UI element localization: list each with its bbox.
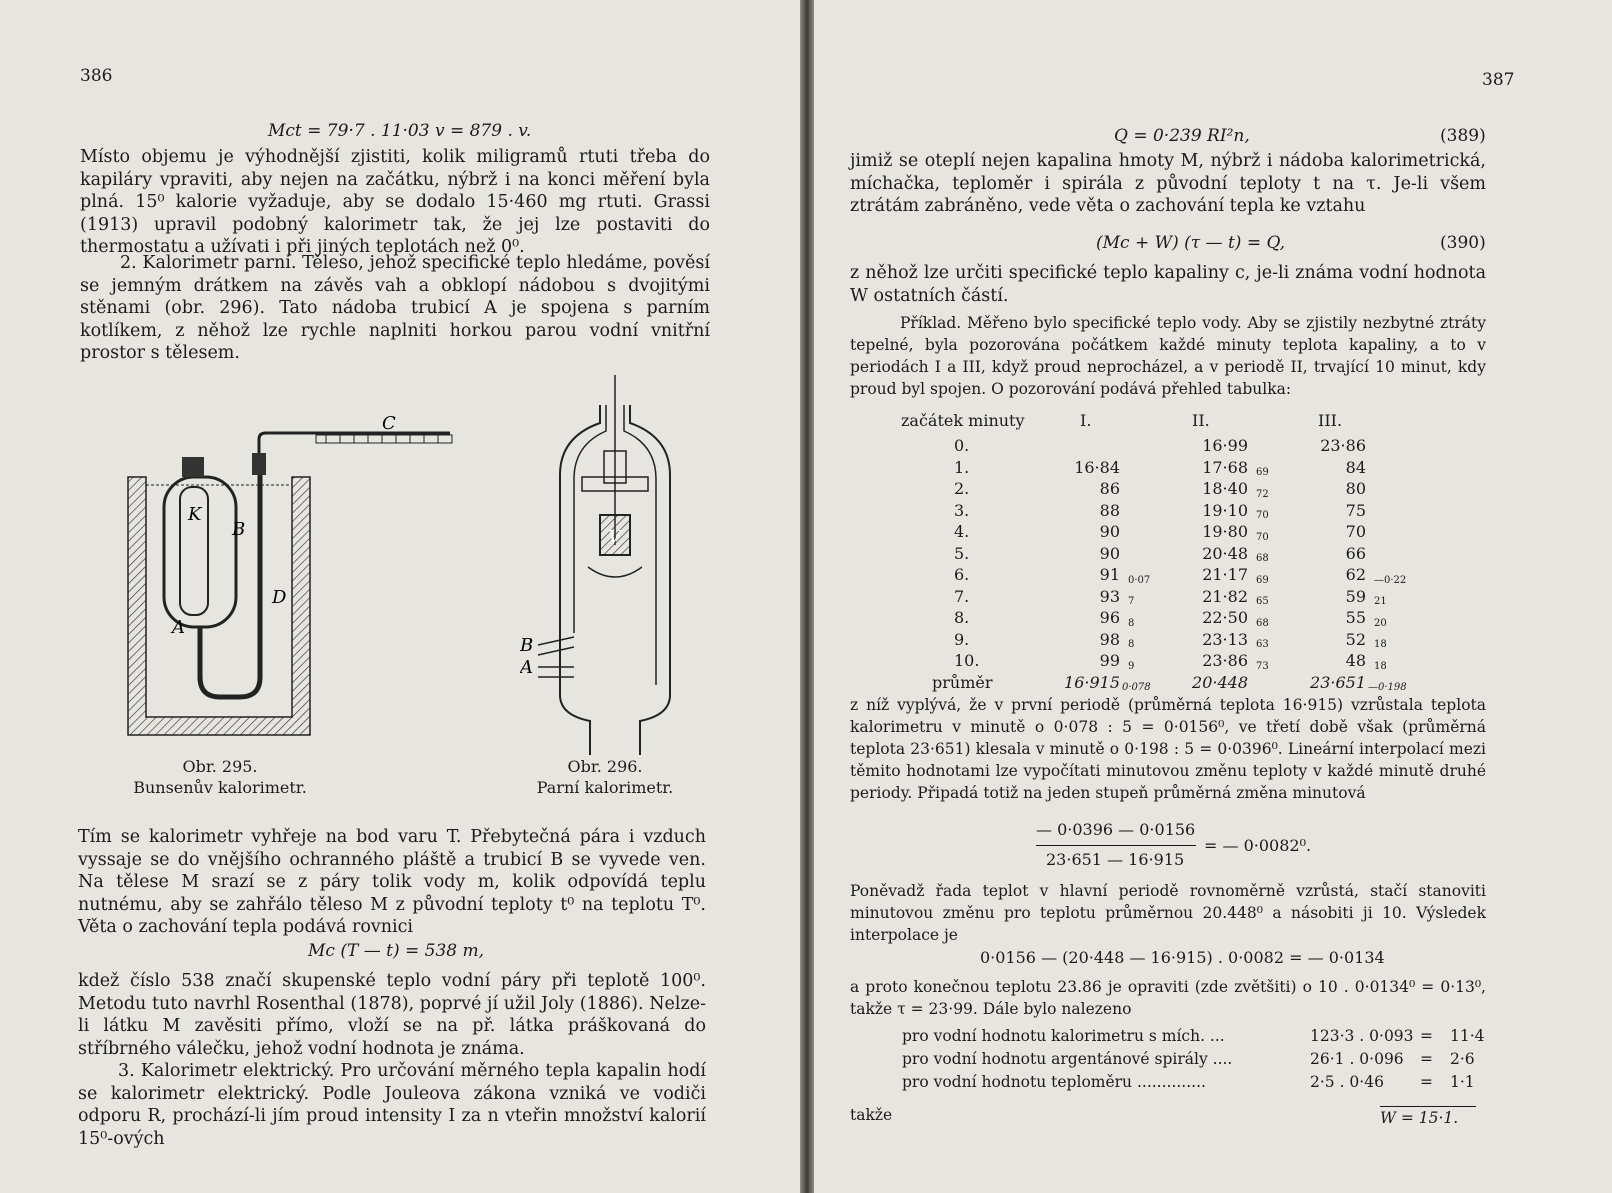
water-expr: 2·5 . 0·46 [1310,1073,1384,1091]
measurement-table [900,405,1422,693]
table-row [900,500,1422,522]
table-mean-row [900,672,1422,694]
figure-label-k: K [188,504,202,525]
table-cell [1120,457,1162,479]
table-cell: 68 [1256,553,1269,564]
paragraph-r1: jimiž se oteplí nejen kapalina hmoty M, nýbrž i nádoba kalorimetrická, míchačka, teploměr i spirála z původní teploty t na τ. Je-li všem ztrátám zabráněno, vede věta o zachování tepla ke vztahu [850,151,1486,216]
table-cell: 59 [1345,586,1366,606]
paragraph-3: Tím se kalorimetr vyhřeje na bod varu T. Přebytečná pára i vzduch vyssaje se do vnějšího ochranného pláště a trubicí B se vyvede ven. Na tělese M srazí se z páry tolik vody m, kolik odpovídá teplu nutnému, aby se zahřálo těleso M z původní teploty t⁰ na teplotu T⁰. Věta o zachování tepla podává rovnici [78,827,706,937]
water-value-row [902,1050,1482,1072]
table-row [900,586,1422,608]
water-value-row [902,1073,1482,1095]
table-cell: 23·651 [1310,672,1366,692]
table-cell: 3. [954,500,970,520]
table-header: II. [1192,410,1210,430]
equation-390-number: (390) [1440,233,1486,253]
table-cell: 80 [1345,479,1366,499]
table-cell: 19·80 [1202,522,1248,542]
paragraph-r2: z něhož lze určiti specifické teplo kapaliny c, je-li známa vodní hodnota W ostatních částí. [850,263,1486,306]
water-label: pro vodní hodnotu argentánové spirály .... [902,1050,1233,1068]
table-row [900,564,1422,586]
table-cell [1366,457,1422,479]
paragraph-steam-calorimeter: 2. Kalorimetr parní. Těleso, jehož specifické teplo hledáme, pověsí se jemným drátkem na závěs vah a obklopí nádobou s dvojitými stěnami (obr. 296). Tato nádoba trubicí A je spojena s parním kotlíkem, z něhož lze rychle naplniti horkou parou vodní vnitřní prostor s tělesem. [80,253,710,363]
table-cell: 8 [1128,617,1135,629]
table-cell: 5. [954,543,970,563]
table-cell [1120,543,1162,565]
figure-label-b2: B [520,635,534,656]
table-cell: průměr [932,672,993,692]
table-cell [1366,521,1422,543]
fraction-numerator: — 0·0396 — 0·0156 [1036,820,1196,839]
table-row [900,629,1422,651]
fraction-denominator: 23·651 — 16·915 [1046,850,1185,869]
table-cell: 63 [1256,639,1269,650]
table-cell: 96 [1099,608,1120,628]
paragraph-4: kdež číslo 538 značí skupenské teplo vodní páry při teplotě 100⁰. Metodu tuto navrhl Rosenthal (1878), poprvé jí užil Joly (1886). Nelze-li látku M zavěsiti přímo, vloží se na př. látka práškovaná do stříbrného válečku, jehož vodní hodnota je známa. [78,971,706,1059]
table-cell: 0·07 [1128,574,1151,586]
table-cell [1120,435,1162,457]
table-cell: 22·50 [1202,608,1248,628]
water-eq: = [1420,1027,1433,1045]
table-cell [1248,672,1296,694]
table-row [900,521,1422,543]
book-gutter [800,0,814,1193]
figure-label-v: V [608,527,621,548]
table-cell: 2. [954,479,970,499]
table-cell: 66 [1345,543,1366,563]
table-header: I. [1080,410,1092,430]
table-cell: 84 [1345,457,1366,477]
table-cell: 7. [954,586,970,606]
table-cell: 73 [1256,660,1269,672]
water-val: 2·6 [1450,1050,1475,1068]
table-cell: 0·078 [1122,682,1151,693]
table-cell: 18 [1374,639,1387,650]
equation-interpolation: 0·0156 — (20·448 — 16·915) . 0·0082 = — 0·0134 [980,948,1385,967]
table-cell: 19·10 [1202,500,1248,520]
right-page [814,0,1612,1193]
table-cell: 7 [1128,596,1135,607]
table-cell: 21 [1374,596,1387,607]
figure-296-caption [500,756,710,798]
table-cell: 23·86 [1202,651,1248,671]
table-cell [1120,500,1162,522]
table-cell: 70 [1345,522,1366,542]
table-cell: 4. [954,522,970,542]
table-cell: 23·13 [1202,629,1248,649]
table-cell: 98 [1099,629,1120,649]
table-cell: 70 [1256,510,1269,521]
water-label: pro vodní hodnotu teploměru .............. [902,1073,1206,1091]
table-cell: 90 [1099,543,1120,563]
table-cell: 48 [1345,651,1366,671]
paragraph-1: Místo objemu je výhodnější zjistiti, kolik miligramů rtuti třeba do kapiláry vpraviti, aby nejen na začátku, nýbrž i na konci měření byla plná. 15⁰ kalorie vyžaduje, aby se dodalo 15·460 mg rtuti. Grassi (1913) upravil podobný kalorimetr tak, že jej lze postaviti do thermostatu a užívati i při jiných teplotách než 0⁰. [80,147,710,257]
figure-295-bunsen-calorimeter [120,405,460,755]
water-expr: 26·1 . 0·096 [1310,1050,1404,1068]
table-cell: 93 [1099,586,1120,606]
table-cell: 90 [1099,522,1120,542]
equation-390: (Mc + W) (τ — t) = Q, [1096,233,1285,253]
figure-label-a2: A [520,657,533,678]
table-cell: 75 [1345,500,1366,520]
paragraph-example: Příklad. Měřeno bylo specifické teplo vody. Aby se zjistily nezbytné ztráty tepelné, byla pozorována počátkem každé minuty teplota kapaliny, a to v periodách I a III, když proud neprocházel, a v periodě II, trvající 10 minut, kdy proud byl spojen. O pozorování podává přehled tabulka: [850,314,1486,398]
figure-295-title: Bunsenův kalorimetr. [133,778,307,797]
table-cell: 16·915 [1064,672,1120,692]
table-cell: 20·448 [1192,672,1248,692]
table-cell: 16·99 [1202,436,1248,456]
table-header: III. [1318,410,1343,430]
water-label: pro vodní hodnotu kalorimetru s mích. ... [902,1027,1225,1045]
table-cell: —0·198 [1368,682,1407,693]
left-page [0,0,800,1193]
table-header: začátek minuty [901,410,1025,430]
equation-389: Q = 0·239 RI²n, [1114,126,1250,146]
figure-295-number: Obr. 295. [182,757,258,776]
table-cell: 9 [1128,660,1135,672]
table-cell: 9. [954,629,970,649]
page-number-right: 387 [1482,70,1515,90]
table-cell: 91 [1099,565,1120,585]
paragraph-r5: Poněvadž řada teplot v hlavní periodě rovnoměrně vzrůstá, stačí stanoviti minutovou změnu pro teplotu průměrnou 20.448⁰ a násobiti ji 10. Výsledek interpolace je [850,882,1486,944]
table-cell: 20·48 [1202,543,1248,563]
water-val: 1·1 [1450,1073,1475,1091]
figure-296-number: Obr. 296. [567,757,643,776]
figure-label-a: A [172,617,185,638]
fraction-bar [1036,845,1196,846]
table-cell: 1. [954,457,970,477]
table-row [900,457,1422,479]
table-cell: 21·82 [1202,586,1248,606]
table-cell: 72 [1256,488,1269,500]
table-row [900,607,1422,629]
paragraph-electric-calorimeter: 3. Kalorimetr elektrický. Pro určování měrného tepla kapalin hodí se kalorimetr elektrický. Podle Jouleova zákona vzniká ve vodiči odporu R, prochází-li jím proud intensity I za n vteřin množství kalorií 15⁰-ových [78,1061,706,1149]
figure-296-title: Parní kalorimetr. [536,778,674,797]
figure-label-c: C [382,413,396,434]
page-number-left: 386 [80,66,113,86]
table-row [900,478,1422,500]
figure-label-d: D [272,587,287,608]
figure-295-caption [110,756,330,798]
table-cell [1366,543,1422,565]
table-cell: 69 [1256,574,1269,586]
fraction-result: = — 0·0082⁰. [1204,836,1312,855]
table-cell: 18 [1374,660,1387,672]
table-cell: 18·40 [1202,479,1248,499]
equation-mct: Mct = 79·7 . 11·03 v = 879 . v. [268,121,532,141]
table-cell: 23·86 [1320,436,1366,456]
table-cell: 68 [1256,617,1269,629]
paragraph-r6: a proto konečnou teplotu 23.86 je opraviti (zde zvětšiti) o 10 . 0·0134⁰ = 0·13⁰, takže τ = 23·99. Dále bylo nalezeno [850,978,1486,1018]
table-cell: 6. [954,565,970,585]
paragraph-r4: z níž vyplývá, že v první periodě (průměrná teplota 16·915) vzrůstala teplota kalorimetru v minutě o 0·078 : 5 = 0·0156⁰, ve třetí době však (průměrná teplota 23·651) klesala v minutě o 0·198 : 5 = 0·0396⁰. Lineární interpolací mezi těmito hodnotami lze vypočítati minutovou změnu teploty v každé minutě druhé periody. Připadá totiž na jeden stupeň průměrná změna minutová [850,696,1486,802]
table-cell [1366,500,1422,522]
water-eq: = [1420,1050,1433,1068]
table-cell: 0. [954,436,970,456]
table-header-row [900,405,1422,435]
total-water-value: W = 15·1. [1380,1106,1476,1127]
equation-mc: Mc (T — t) = 538 m, [308,941,485,961]
water-eq: = [1420,1073,1433,1091]
table-cell [1248,435,1296,457]
water-value-row [902,1027,1485,1049]
table-cell: 17·68 [1202,457,1248,477]
equation-389-number: (389) [1440,126,1486,146]
figure-label-b: B [232,519,246,540]
table-cell: 52 [1345,629,1366,649]
table-row [900,435,1422,457]
table-row [900,650,1422,672]
table-cell: 16·84 [1074,457,1120,477]
table-cell: 99 [1099,651,1120,671]
table-cell: 8. [954,608,970,628]
table-cell: 69 [1256,467,1269,478]
table-cell [1120,521,1162,543]
table-cell: 55 [1345,608,1366,628]
table-cell: —0·22 [1374,574,1407,586]
table-cell: 65 [1256,596,1269,607]
table-cell: 20 [1374,617,1387,629]
figure-296-steam-calorimeter [520,375,710,755]
water-val: 11·4 [1450,1027,1485,1045]
water-expr: 123·3 . 0·093 [1310,1027,1414,1045]
table-cell: 70 [1256,531,1269,543]
table-cell: 62 [1345,565,1366,585]
table-cell: 21·17 [1202,565,1248,585]
table-cell: 88 [1099,500,1120,520]
table-cell: 8 [1128,639,1135,650]
table-cell: 86 [1099,479,1120,499]
table-cell [1366,478,1422,500]
table-cell [1030,435,1120,457]
table-cell: 10. [954,651,980,671]
label-takze: takže [850,1106,893,1124]
table-cell [1366,435,1422,457]
table-row [900,543,1422,565]
table-cell [1120,478,1162,500]
